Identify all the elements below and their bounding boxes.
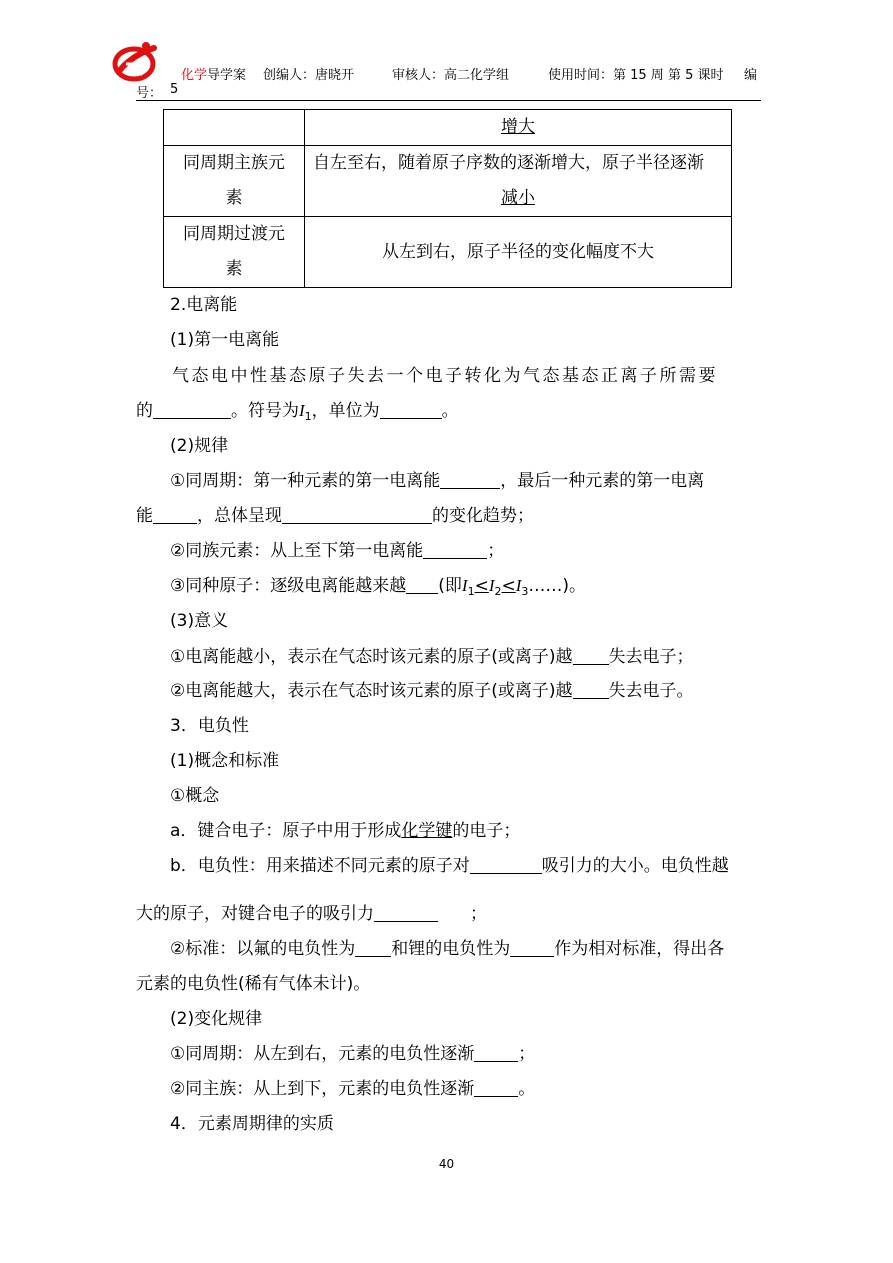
text: ，最后一种元素的第一电离	[500, 471, 705, 491]
subscript: 1	[304, 410, 312, 423]
paragraph	[170, 471, 704, 491]
text: ；	[470, 904, 487, 924]
table-cell	[164, 110, 305, 146]
text: ①电离能越小，表示在气态时该元素的原子(或离子)越	[170, 647, 573, 667]
header-title: 化学导学案	[181, 68, 247, 83]
paragraph	[170, 1044, 535, 1064]
fill-blank[interactable]	[474, 1080, 518, 1097]
symbol: I	[461, 576, 468, 595]
cell-text: 素	[225, 188, 243, 208]
text: 失去电子。	[608, 681, 694, 701]
paragraph	[170, 821, 520, 841]
subheading: ①概念	[170, 786, 220, 806]
fill-blank[interactable]	[380, 402, 442, 419]
text: 的电子；	[452, 821, 521, 841]
subheading: (3)意义	[170, 611, 229, 631]
text: 。	[441, 401, 459, 421]
paragraph	[170, 856, 729, 876]
paragraph	[136, 506, 534, 526]
page-number: 40	[438, 1157, 455, 1171]
text: ②同族元素：从上至下第一电离能	[170, 541, 424, 561]
paragraph	[136, 401, 459, 427]
fill-blank[interactable]	[153, 402, 231, 419]
subheading: (1)概念和标准	[170, 751, 280, 771]
subheading: (2)规律	[170, 436, 229, 456]
cell-text: 素	[225, 259, 243, 279]
section-heading: 2.电离能	[170, 295, 238, 315]
text: ①同周期：从左到右，元素的电负性逐渐	[170, 1044, 475, 1064]
header-time: 使用时间：第 15 周 第 5 课时	[548, 68, 724, 83]
paragraph	[170, 681, 694, 701]
subscript: 3	[521, 585, 529, 598]
text: ，单位为	[311, 401, 380, 421]
fill-blank[interactable]	[573, 648, 609, 665]
fill-blank[interactable]	[510, 940, 554, 957]
text: 。符号为	[231, 401, 299, 421]
fill-blank[interactable]	[423, 542, 487, 559]
table-cell	[305, 146, 732, 217]
fill-blank[interactable]	[153, 507, 197, 524]
paragraph	[170, 647, 694, 667]
subscript: 2	[494, 585, 502, 598]
table-cell	[305, 217, 732, 288]
fill-blank[interactable]	[474, 1045, 518, 1062]
paragraph	[136, 904, 487, 924]
subheading: (2)变化规律	[170, 1009, 263, 1029]
text: 作为相对标准，得出各	[554, 939, 725, 959]
paragraph	[170, 576, 586, 602]
text: 的变化趋势；	[432, 506, 534, 526]
symbol: I	[488, 576, 495, 595]
header-num-label: 编	[744, 68, 758, 83]
cell-text: 减小	[501, 188, 535, 208]
section-heading: 4．元素周期律的实质	[170, 1114, 334, 1134]
text: 大的原子，对键合电子的吸引力	[136, 904, 374, 924]
text: ③同种原子：逐级电离能越来越	[170, 576, 407, 596]
cell-text: 同周期过渡元	[183, 224, 285, 244]
text: 吸引力的大小。电负性越	[541, 856, 729, 876]
cell-text: 增大	[501, 117, 535, 137]
fill-blank[interactable]	[374, 905, 438, 922]
table-row	[164, 217, 732, 288]
paragraph: 元素的电负性(稀有气体未计)。	[136, 974, 371, 994]
header-divider	[136, 100, 761, 101]
cell-text: 从左到右，原子半径的变化幅度不大	[382, 241, 654, 262]
header-num-value: 5	[170, 82, 179, 97]
text: ②标准：以氟的电负性为	[170, 939, 356, 959]
paragraph	[170, 1079, 535, 1099]
cell-text: 自左至右，随着原子序数的逐渐增大，原子半径逐渐	[313, 153, 704, 173]
text: 失去电子；	[608, 647, 694, 667]
text: ②电离能越大，表示在气态时该元素的原子(或离子)越	[170, 681, 573, 701]
subheading: (1)第一电离能	[170, 330, 280, 350]
text: b．电负性：用来描述不同元素的原子对	[170, 856, 470, 876]
symbol: <	[501, 576, 516, 596]
table-cell	[164, 146, 305, 217]
fill-blank[interactable]	[440, 472, 500, 489]
text: (即	[438, 576, 462, 596]
table-row	[164, 146, 732, 217]
header-author: 创编人：唐晓开	[263, 68, 355, 83]
text: 的	[136, 401, 153, 421]
symbol: I	[515, 576, 522, 595]
subscript: 1	[467, 585, 475, 598]
paragraph	[170, 541, 504, 561]
text: 和锂的电负性为	[391, 939, 511, 959]
text: ②同主族：从上到下，元素的电负性逐渐	[170, 1079, 475, 1099]
text: ；	[487, 541, 505, 561]
text: 能	[136, 506, 153, 526]
paragraph	[170, 939, 724, 959]
school-logo	[112, 40, 158, 82]
symbol: I	[299, 401, 305, 420]
text: ……)。	[528, 576, 587, 596]
table-cell	[164, 217, 305, 288]
underlined-term: 化学键	[401, 821, 453, 841]
text: a．键合电子：原子中用于形成	[170, 821, 402, 841]
paragraph: 气态电中性基态原子失去一个电子转化为气态基态正离子所需要	[172, 366, 718, 386]
text: 。	[518, 1079, 536, 1099]
symbol: <	[474, 576, 489, 596]
header-reviewer: 审核人：高二化学组	[392, 68, 510, 83]
text: ①同周期：第一种元素的第一电离能	[170, 471, 441, 491]
text: ；	[518, 1044, 536, 1064]
fill-blank[interactable]	[470, 857, 542, 874]
fill-blank[interactable]	[355, 940, 391, 957]
fill-blank[interactable]	[282, 507, 432, 524]
cell-text: 同周期主族元	[183, 153, 285, 173]
header-num-label-cont: 号：	[136, 86, 163, 101]
fill-blank[interactable]	[406, 577, 438, 594]
section-heading: 3．电负性	[170, 716, 249, 736]
fill-blank[interactable]	[573, 682, 609, 699]
table-cell	[305, 110, 732, 146]
atomic-radius-table	[163, 109, 732, 288]
text: ，总体呈现	[197, 506, 282, 526]
table-row	[164, 110, 732, 146]
